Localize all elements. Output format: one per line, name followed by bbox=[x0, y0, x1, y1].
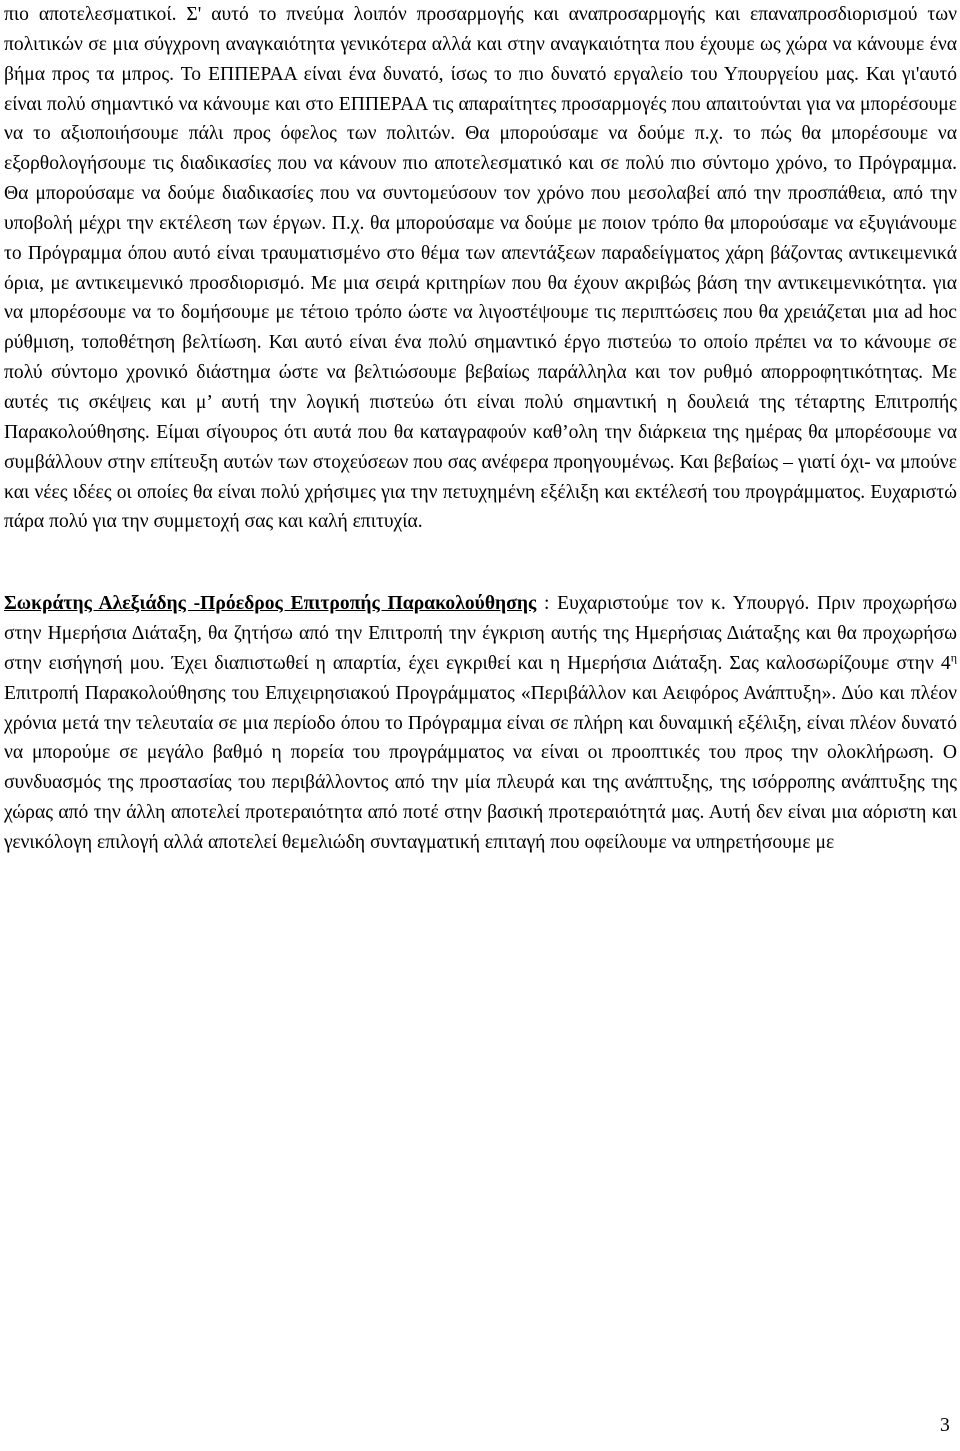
chair-speech-text-part2: Επιτροπή Παρακολούθησης του Επιχειρησιακού Προγράμματος «Περιβάλλον και Αειφόρος Ανάπτυξη». Δύο και πλέον χρόνια μετά την τελευταία σε μια περίοδο όπου το Πρόγραμμα είναι σε πλήρη και δυναμική εξέλιξη, είναι πλέον δυνατό να μπορούμε σε μεγάλο βαθμό η πορεία του προγράμματος να είναι οι προοπτικές του προς την ολοκλήρωση. Ο συνδυασμός της προστασίας του περιβάλλοντος από την μία πλευρά και της ανάπτυξης, της ισόρροπης ανάπτυξης της χώρας από την άλλη αποτελεί προτεραιότητα από ποτέ στην βασική προτεραιότητά μας. Αυτή δεν είναι μια αόριστη και γενικόλογη επιλογή αλλά αποτελεί θεμελιώδη συνταγματική επιταγή που οφείλουμε να υπηρετήσουμε με bbox=[4, 682, 957, 853]
paragraph-spacer bbox=[4, 537, 957, 589]
chair-speech-text-part1: Ευχαριστούμε τον κ. Υπουργό. Πριν προχωρήσω στην Ημερήσια Διάταξη, θα ζητήσω από την Επιτροπή την έγκριση αυτής της Ημερήσιας Διάταξης και θα προχωρήσω στην εισήγησή μου. Έχει διαπιστωθεί η απαρτία, έχει εγκριθεί και η Ημερήσια Διάταξη. Σας καλοσωρίζουμε στην 4 bbox=[4, 593, 957, 674]
document-body bbox=[4, 0, 957, 858]
paragraph-chair-speech bbox=[4, 589, 957, 858]
speaker-name: Σωκράτης Αλεξιάδης -Πρόεδρος Επιτροπής Παρακολούθησης bbox=[4, 593, 537, 615]
speaker-separator: : bbox=[536, 593, 558, 615]
page-number: 3 bbox=[940, 1415, 950, 1436]
paragraph-minister-speech: πιο αποτελεσματικοί. Σ' αυτό το πνεύμα λοιπόν προσαρμογής και αναπροσαρμογής και επαναπροσδιορισμού των πολιτικών σε μια σύγχρονη αναγκαιότητα γενικότερα αλλά και στην αναγκαιότητα που έχουμε ως χώρα να κάνουμε ένα βήμα προς τα μπρος. Το ΕΠΠΕΡΑΑ είναι ένα δυνατό, ίσως το πιο δυνατό εργαλείο του Υπουργείου μας. Και γι'αυτό είναι πολύ σημαντικό να κάνουμε και στο ΕΠΠΕΡΑΑ τις απαραίτητες προσαρμογές που απαιτούνται για να μπορέσουμε να το αξιοποιήσουμε πάλι προς όφελος των πολιτών. Θα μπορούσαμε να δούμε π.χ. το πώς θα μπορέσουμε να εξορθολογήσουμε τις διαδικασίες που να κάνουν πιο αποτελεσματικό και σε πολύ πιο σύντομο χρόνο, το Πρόγραμμα. Θα μπορούσαμε να δούμε διαδικασίες που να συντομεύσουν τον χρόνο που μεσολαβεί από την προσπάθεια, από την υποβολή μέχρι την εκτέλεση των έργων. Π.χ. θα μπορούσαμε να δούμε με ποιον τρόπο θα μπορούσαμε να εξυγιάνουμε το Πρόγραμμα όπου αυτό είναι τραυματισμένο στο θέμα των απεντάξεων παραδείγματος χάρη βάζοντας αντικειμενικά όρια, με αντικειμενικό προσδιορισμό. Με μια σειρά κριτηρίων που θα έχουν ακριβώς βάση την αντικειμενικότητα. για να μπορέσουμε να το δομήσουμε με τέτοιο τρόπο ώστε να λιγοστέψουμε τις περιπτώσεις που θα χρειάζεται μια ad hoc ρύθμιση, τοποθέτηση βελτίωση. Και αυτό είναι ένα πολύ σημαντικό έργο πιστεύω το οποίο πρέπει να το κάνουμε σε πολύ σύντομο χρονικό διάστημα ώστε να βελτιώσουμε βεβαίως παράλληλα και τον ρυθμό απορροφητικότητας. Με αυτές τις σκέψεις και μ’ αυτή την λογική πιστεύω ότι είναι πολύ σημαντική η δουλειά της τέταρτης Επιτροπής Παρακολούθησης. Είμαι σίγουρος ότι αυτά που θα καταγραφούν καθ’ολη την διάρκεια της ημέρας θα μπορέσουμε να συμβάλλουν στην επίτευξη αυτών των στοχεύσεων που σας ανέφερα προηγουμένως. Και βεβαίως – γιατί όχι- να μπούνε και νέες ιδέες οι οποίες θα είναι πολύ χρήσιμες για την πετυχημένη εξέλιξη και εκτέλεσή του προγράμματος. Ευχαριστώ πάρα πολύ για την συμμετοχή σας και καλή επιτυχία. bbox=[4, 4, 957, 533]
ordinal-superscript: η bbox=[950, 650, 957, 665]
